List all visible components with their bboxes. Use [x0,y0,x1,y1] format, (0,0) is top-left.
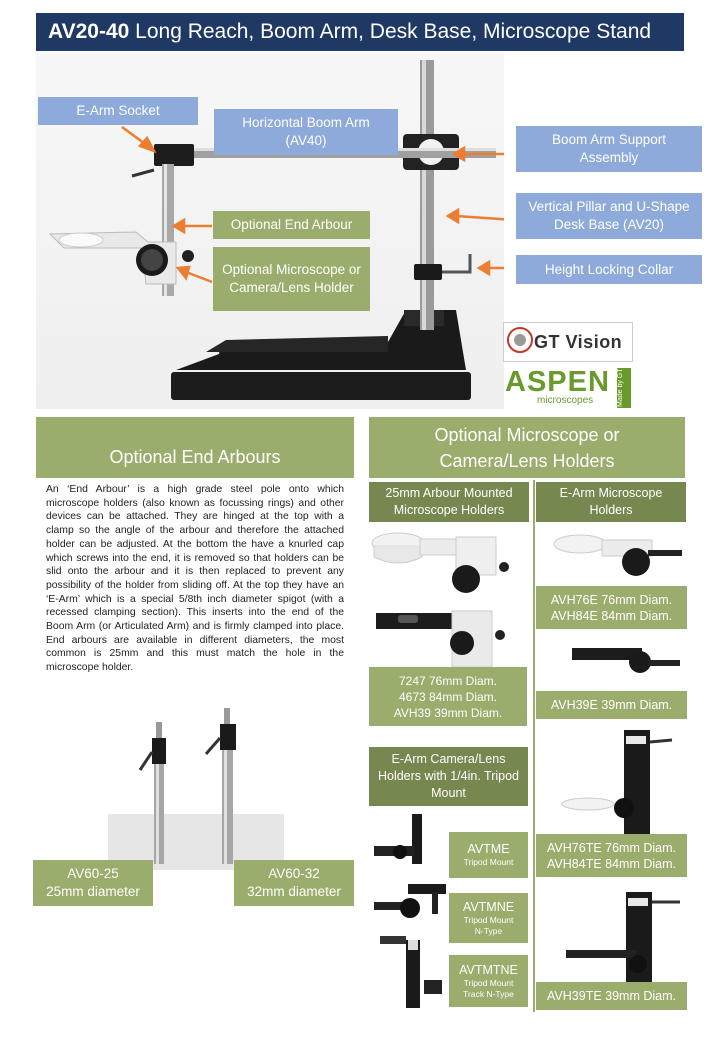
avh76e: AVH76E 76mm Diam. [550,592,673,607]
avtmne-code: AVTMNE [462,899,515,914]
label-vertical-pillar: Vertical Pillar and U-Shape Desk Base (AV20) [516,193,702,239]
title-model: AV20-40 [48,20,130,43]
camera-holders-header: E-Arm Camera/Lens Holders with 1/4in. Tripod Mount [369,747,528,806]
label-avtmne [449,893,528,943]
aspen-logo [503,366,633,410]
end-arbours-header: Optional End Arbours [36,417,354,478]
column-divider [533,480,535,1012]
label-height-collar: Height Locking Collar [516,255,702,284]
av60-25-code: AV60-25 [67,866,119,881]
label-avtme [449,832,528,878]
arbour-model-1: 7247 76mm Diam. [398,673,498,688]
av60-32-desc: 32mm diameter [247,884,341,899]
avtme-code: AVTME [467,842,510,856]
avh84te: AVH84TE 84mm Diam. [547,856,676,871]
avtmtne-sub-2: Track N-Type [463,988,514,999]
label-avh76te [536,834,687,877]
av60-25-desc: 25mm diameter [46,884,140,899]
gt-vision-logo [503,322,633,362]
avtmne-sub-1: Tripod Mount [463,914,514,925]
label-earm-socket: E-Arm Socket [38,97,198,125]
label-avtmtne [449,955,528,1007]
page-title [36,13,684,51]
avtmne-sub-2: N-Type [474,925,503,936]
arbour-holders-header: 25mm Arbour Mounted Microscope Holders [369,482,529,522]
arbour-holders-illustration [370,527,510,667]
avtmtne-sub-1: Tripod Mount [463,977,514,988]
label-avh39te: AVH39TE 39mm Diam. [536,982,687,1010]
arbour-models-label [369,667,527,726]
label-optional-end-arbour: Optional End Arbour [213,211,370,239]
gt-vision-text: GT Vision [534,332,623,352]
holders-header: Optional Microscope or Camera/Lens Holders [369,417,685,478]
avtmtne-code: AVTMTNE [459,962,518,977]
end-arbours-body: An ‘End Arbour’ is a high grade steel pole onto which microscope holders (also known as focussing rings) and other devices can be attached. They are hinged at the top with a clamp so the angle of the arbour and therefore the attached holder can be adjusted. At the bottom the have a knurled cap which screws into the end, it is removed so that holders can be slid onto the arbour and it is then replaced to prevent any possibility of the holder from sliding off. At the top they have an ‘E-Arm’ which is a special 5/8th inch diameter spigot (with a recessed clamping section). This inserts into the end of the Boom Arm (or Articulated Arm) and is firmly clamped into place. End arbours are available in different diameters, the most common is 25mm and this must match the hole in the microscope holder. [46,484,344,674]
label-avh76e [536,586,687,629]
avtme-sub: Tripod Mount [463,857,514,867]
aspen-word: ASPEN [505,366,610,398]
label-av60-25 [33,860,153,906]
arbour-model-3: AVH39 39mm Diam. [393,705,503,720]
arbour-poles-illustration [130,700,250,870]
label-horizontal-boom: Horizontal Boom Arm (AV40) [214,109,398,155]
label-boom-support: Boom Arm Support Assembly [516,126,702,172]
aspen-sub: microscopes [537,395,594,406]
avh76te: AVH76TE 76mm Diam. [547,840,676,855]
aspen-tag: Made by GT [617,368,631,408]
camera-holders-illustration [372,812,448,1012]
label-optional-holder: Optional Microscope or Camera/Lens Holder [213,247,370,311]
label-avh39e: AVH39E 39mm Diam. [536,691,687,719]
earm-holders-header: E-Arm Microscope Holders [536,482,686,522]
title-rest: Long Reach, Boom Arm, Desk Base, Microscope Stand [129,20,652,43]
label-av60-32 [234,860,354,906]
avh84e: AVH84E 84mm Diam. [550,608,673,623]
av60-32-code: AV60-32 [268,866,320,881]
arbour-model-2: 4673 84mm Diam. [398,689,498,704]
